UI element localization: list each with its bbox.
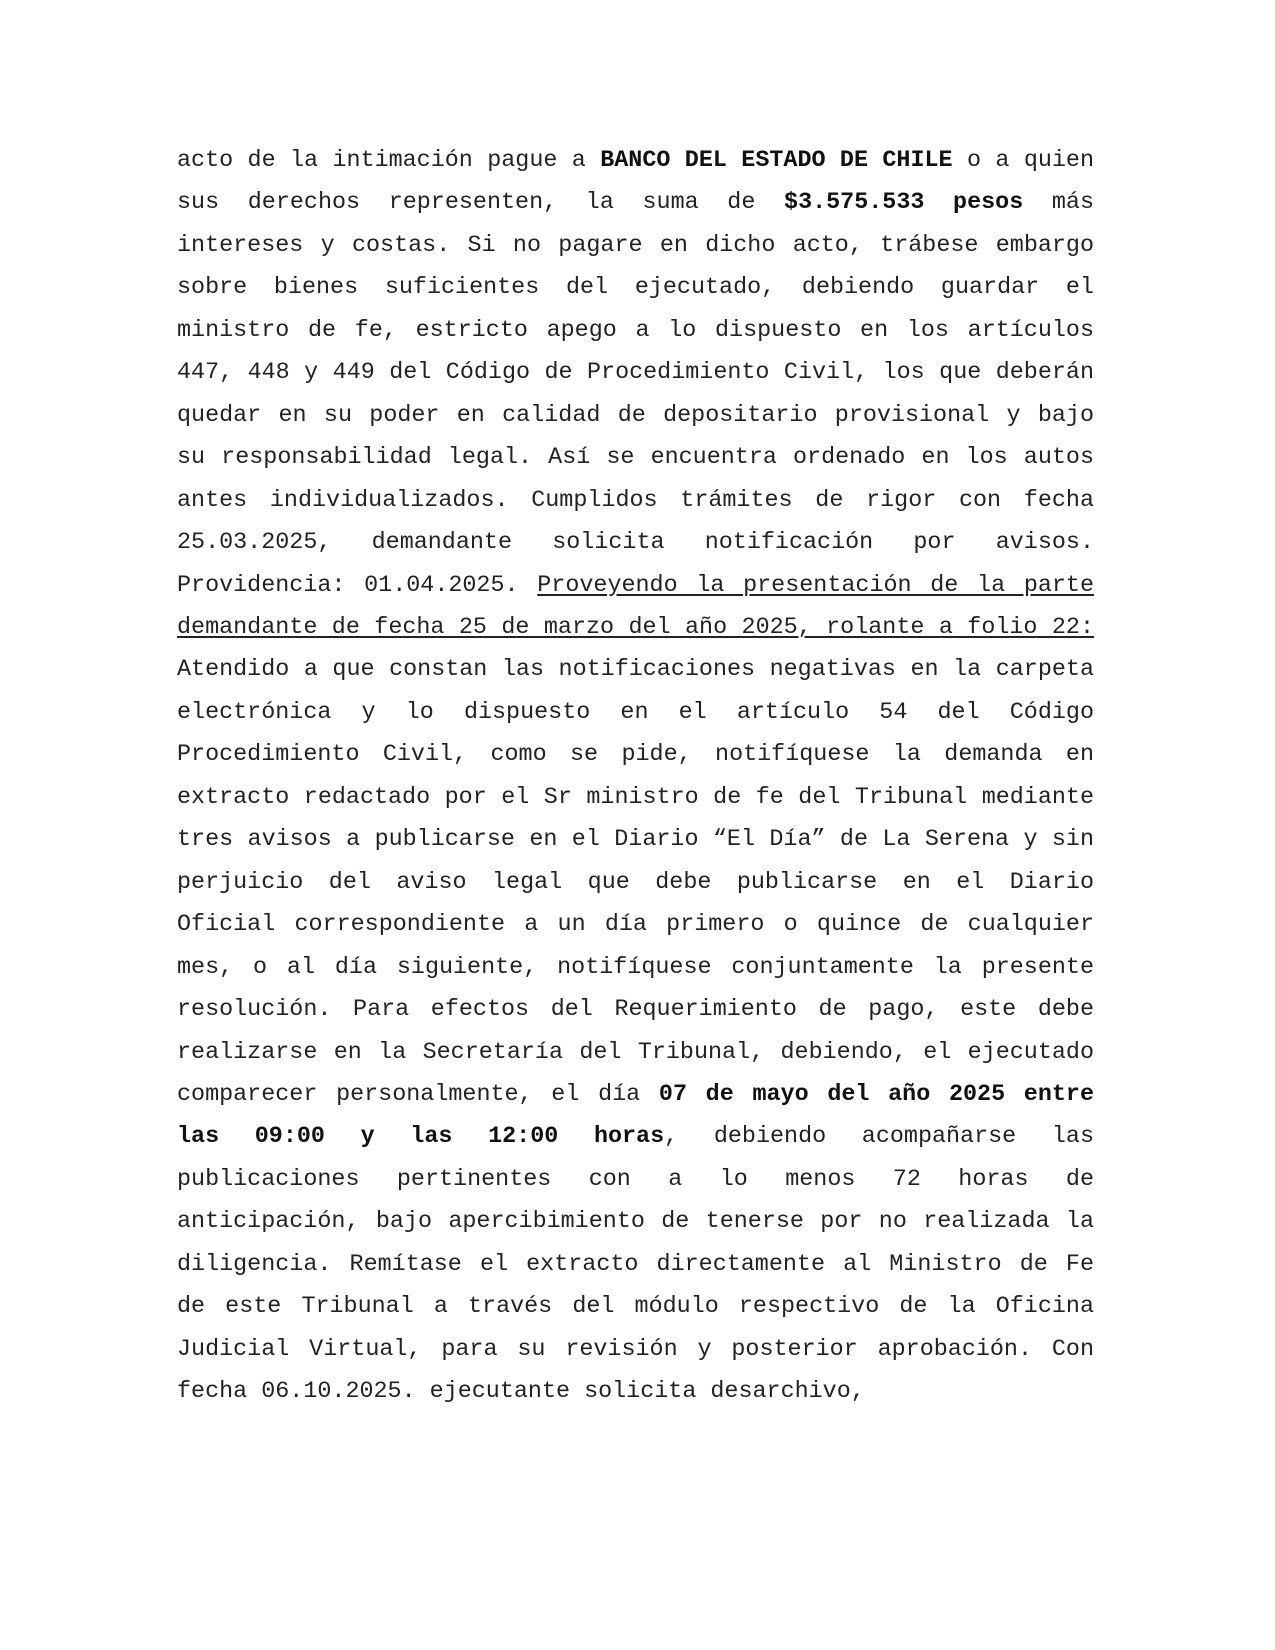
amount-due: $3.575.533 pesos [784, 190, 1024, 217]
text-run: acto de la intimación pague a [177, 148, 601, 174]
paragraph [177, 140, 1094, 1414]
body-text [177, 140, 1094, 1414]
text-run: Atendido a que constan las notificaciones negativas en la carpeta electrónica y lo dispuesto en el artículo 54 del Código Procedimiento Civil, como se pide, notifíquese la demanda en extracto redactado por el Sr ministro de fe del Tribunal mediante tres avisos a publicarse en el Diario “El Día” de La Serena y sin perjuicio del aviso legal que debe publicarse en el Diario Oficial correspondiente a un día primero o quince de cualquier mes, o al día siguiente, notifíquese conjuntamente la presente resolución. Para efectos del Requerimiento de pago, este debe realizarse en la Secretaría del Tribunal, debiendo, el ejecutado comparecer personalmente, el día [177, 657, 1094, 1108]
text-run: o a quien sus derechos representen, la suma de [177, 148, 1095, 217]
text-run: más intereses y costas. Si no pagare en dicho acto, trábese embargo sobre bienes suficientes del ejecutado, debiendo guardar el ministro de fe, estricto apego a lo dispuesto en los artículos 447, 448 y 449 del Código de Procedimiento Civil, los que deberán quedar en su poder en calidad de depositario provisional y bajo su responsabilidad legal. Así se encuentra ordenado en los autos antes individualizados. Cumplidos trámites de rigor con fecha 25.03.2025, demandante solicita notificación por avisos. Providencia: 01.04.2025. [177, 190, 1094, 599]
appearance-date: 07 de mayo del año 2025 entre las 09:00 y las 12:00 horas [177, 1081, 1094, 1151]
text-run: , debiendo acompañarse las publicaciones pertinentes con a lo menos 72 horas de anticipación, bajo apercibimiento de tenerse por no realizada la diligencia. Remítase el extracto directamente al Ministro de Fe de este Tribunal a través del módulo respectivo de la Oficina Judicial Virtual, para su revisión y posterior aprobación. Con fecha 06.10.2025. ejecutante solicita desarchivo, [177, 1124, 1094, 1406]
creditor-name: BANCO DEL ESTADO DE CHILE [600, 148, 953, 174]
ruling-heading: Proveyendo la presentación de la parte demandante de fecha 25 de marzo del año 2025, rolante a folio 22: [177, 572, 1094, 641]
